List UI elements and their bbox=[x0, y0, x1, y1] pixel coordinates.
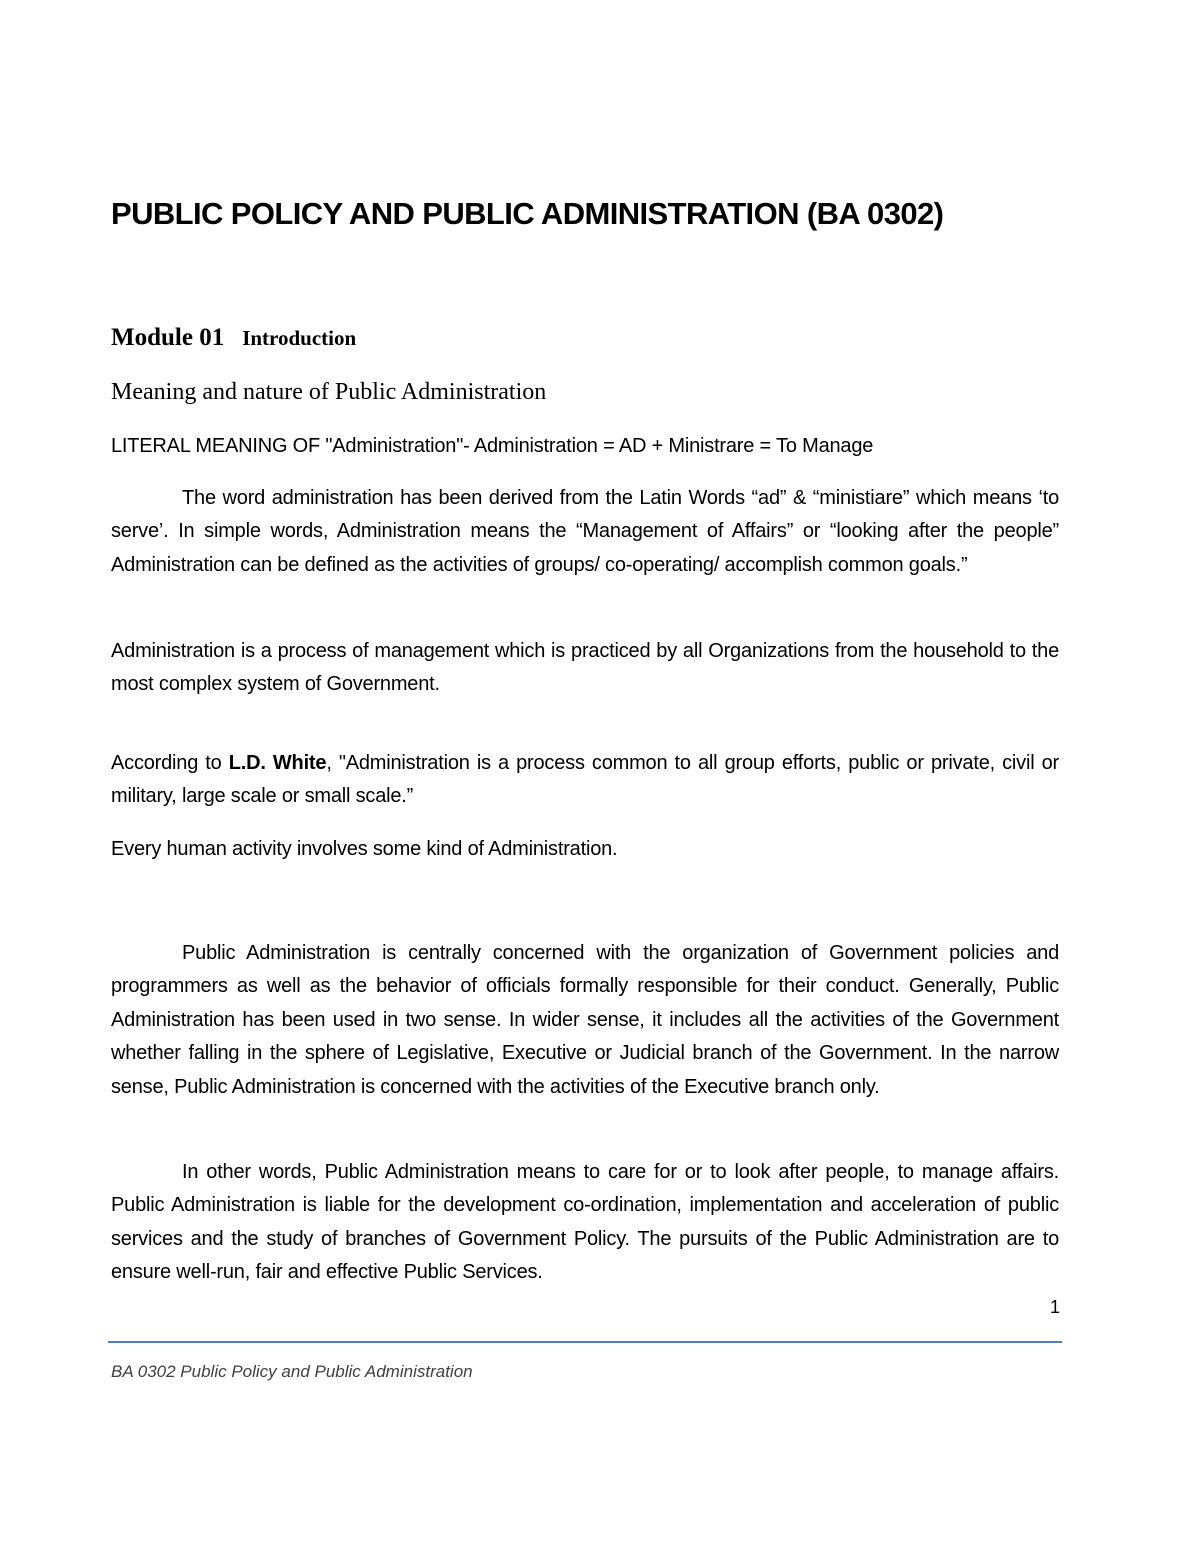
footer-divider bbox=[108, 1341, 1062, 1343]
paragraph-human-activity: Every human activity involves some kind of Administration. bbox=[111, 838, 618, 860]
paragraph-derivation: The word administration has been derived from the Latin Words “ad” & “ministiare” which means ‘to serve’. In simple words, Administration means the “Management of Affairs” or “looking after the people” Administration can be defined as the activities of groups/ co-operating/ accomplish common goals.” bbox=[111, 487, 1059, 576]
literal-meaning-line: LITERAL MEANING OF "Administration"- Administration = AD + Ministrare = To Manage bbox=[111, 435, 874, 457]
footer-text: BA 0302 Public Policy and Public Administration bbox=[111, 1362, 473, 1381]
paragraph-process: Administration is a process of management which is practiced by all Organizations from the household to the most complex system of Government. bbox=[111, 640, 1059, 696]
ld-white-author: L.D. White bbox=[228, 752, 327, 774]
document-title: PUBLIC POLICY AND PUBLIC ADMINISTRATION (BA 0302) bbox=[111, 196, 944, 231]
page-number: 1 bbox=[1049, 1297, 1060, 1317]
ld-white-quote: , "Administration is a process common to all group efforts, public or private, civil or military, large scale or small scale.” bbox=[111, 752, 1060, 808]
ld-white-prefix: According to bbox=[111, 752, 229, 774]
module-number: Module 01 bbox=[111, 324, 225, 351]
paragraph-public-administration: Public Administration is centrally concerned with the organization of Government policies and programmers as well as the behavior of officials formally responsible for their conduct. Generally, Public Administration has been used in two sense. In wider sense, it includes all the activities of the Government whether falling in the sphere of Legislative, Executive or Judicial branch of the Government. In the narrow sense, Public Administration is concerned with the activities of the Executive branch only. bbox=[111, 942, 1059, 1098]
module-heading bbox=[111, 320, 356, 359]
section-subheading: Meaning and nature of Public Administration bbox=[111, 379, 547, 405]
paragraph-ld-white bbox=[111, 747, 1059, 814]
paragraph-other-words: In other words, Public Administration means to care for or to look after people, to manage affairs. Public Administration is liable for the development co-ordination, implementation and acceleration of public services and the study of branches of Government Policy. The pursuits of the Public Administration are to ensure well-run, fair and effective Public Services. bbox=[111, 1161, 1059, 1284]
module-name: Introduction bbox=[242, 326, 357, 350]
